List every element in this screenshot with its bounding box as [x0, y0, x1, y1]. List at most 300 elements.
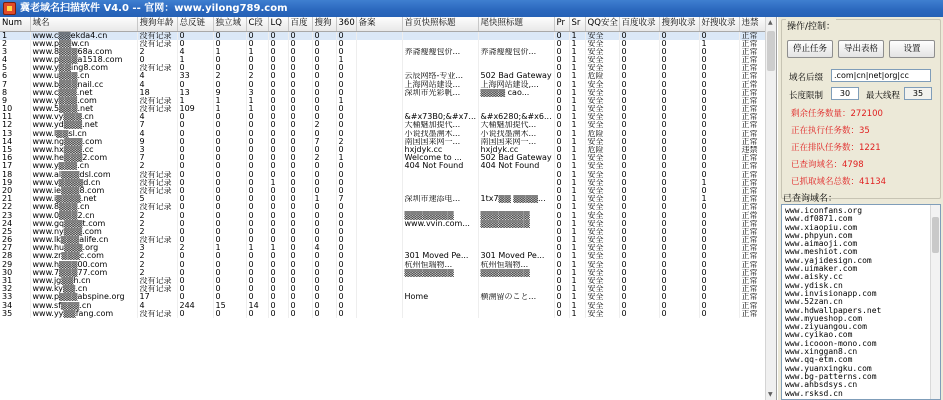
results-grid[interactable] [0, 17, 777, 400]
table-cell: 南国国来网一... [402, 138, 478, 146]
table-cell: 22 [0, 203, 30, 211]
table-cell: 0 [288, 97, 312, 105]
list-item[interactable]: www.xinggan8.cn [785, 347, 858, 357]
list-item[interactable]: www.meshiot.com [785, 247, 858, 257]
table-cell: 0 [246, 195, 268, 203]
table-cell: 0 [619, 228, 659, 236]
table-cell: 0 [619, 146, 659, 154]
table-cell: 0 [659, 89, 699, 97]
grid-scrollbar[interactable] [765, 17, 776, 400]
table-cell: 没有记录 [137, 40, 177, 48]
table-cell: 0 [699, 105, 739, 113]
table-cell: www.p▒▒w.cn [30, 40, 137, 48]
table-cell: 15 [213, 302, 246, 310]
table-cell: 0 [659, 211, 699, 219]
table-cell: 0 [554, 146, 569, 154]
table-row[interactable] [0, 203, 765, 211]
table-cell: www.v▒▒▒▒d.cn [30, 179, 137, 187]
table-cell: 0 [554, 277, 569, 285]
table-cell: 0 [288, 261, 312, 269]
table-cell: 正常 [739, 179, 765, 187]
table-cell: 0 [288, 80, 312, 88]
table-cell: 0 [659, 277, 699, 285]
table-cell: 0 [336, 31, 356, 40]
table-cell: 0 [659, 195, 699, 203]
table-cell: 1 [177, 97, 213, 105]
list-item[interactable]: www.xiaopiu.com [785, 222, 858, 232]
table-row[interactable] [0, 72, 765, 80]
list-item[interactable]: www.df0871.com [785, 214, 853, 224]
table-cell: 0 [554, 203, 569, 211]
table-cell: 0 [619, 236, 659, 244]
table-cell: 1 [213, 48, 246, 56]
column-header[interactable]: Num [0, 17, 30, 31]
table-row[interactable] [0, 138, 765, 146]
list-item[interactable]: www.myueshop.com [785, 313, 863, 323]
list-item[interactable]: www.yuanxingku.com [785, 363, 872, 373]
table-cell: 30 [0, 269, 30, 277]
table-cell [478, 64, 554, 72]
table-cell [356, 285, 402, 293]
table-cell: 1 [699, 179, 739, 187]
table-cell: 2 [137, 228, 177, 236]
scroll-up-icon[interactable]: ▲ [768, 19, 773, 26]
table-cell: 0 [312, 228, 336, 236]
column-header[interactable]: C段 [246, 17, 268, 31]
list-item[interactable]: www.icooon-mono.com [785, 338, 877, 348]
table-cell: 0 [288, 130, 312, 138]
column-header[interactable]: Sr [569, 17, 585, 31]
table-cell: 正常 [739, 203, 765, 211]
threads-label: 最大线程 [866, 91, 901, 101]
table-row[interactable] [0, 162, 765, 170]
table-cell: 1 [569, 285, 585, 293]
table-cell: 1 [213, 105, 246, 113]
table-cell: 0 [619, 121, 659, 129]
table-row[interactable] [0, 211, 765, 219]
column-header[interactable]: 搜狗 [312, 17, 336, 31]
table-cell [356, 80, 402, 88]
table-row[interactable] [0, 179, 765, 187]
table-cell: 14 [0, 138, 30, 146]
table-cell: 正常 [739, 97, 765, 105]
table-row[interactable] [0, 56, 765, 64]
table-cell [402, 105, 478, 113]
table-cell: 0 [659, 171, 699, 179]
column-header[interactable]: 备案 [356, 17, 402, 31]
length-input[interactable]: 30 [831, 87, 859, 100]
table-cell: 1 [569, 105, 585, 113]
table-cell: 上海网站建设,... [478, 80, 554, 88]
table-row[interactable] [0, 293, 765, 301]
table-cell: 0 [177, 64, 213, 72]
queried-list-scrollbar[interactable] [930, 205, 940, 399]
table-cell: 0 [177, 40, 213, 48]
table-cell: hxjdyk.cc [402, 146, 478, 154]
column-header[interactable]: 搜狗收录 [659, 17, 699, 31]
table-cell: 0 [246, 138, 268, 146]
table-cell: 0 [268, 89, 288, 97]
table-cell: 1tx7▒▒ ▒▒▒▒... [478, 195, 554, 203]
table-cell: 13 [0, 130, 30, 138]
table-cell: 0 [336, 187, 356, 195]
column-header[interactable]: 360 [336, 17, 356, 31]
table-cell: 12 [0, 121, 30, 129]
table-cell [402, 285, 478, 293]
table-cell: 2 [137, 162, 177, 170]
table-row[interactable] [0, 285, 765, 293]
table-cell [402, 171, 478, 179]
table-cell: 没有记录 [137, 97, 177, 105]
table-cell: 0 [336, 40, 356, 48]
table-row[interactable] [0, 146, 765, 154]
list-item[interactable]: www.yajidesign.com [785, 255, 872, 265]
table-cell: 4 [312, 244, 336, 252]
list-item[interactable]: www.phpyun.com [785, 230, 853, 240]
list-item[interactable]: www.52zan.cn [785, 297, 843, 307]
table-cell: 0 [659, 56, 699, 64]
list-item[interactable]: www.aimaoji.com [785, 239, 858, 249]
table-row[interactable] [0, 269, 765, 277]
list-item[interactable]: www.iconfans.org [785, 206, 863, 215]
table-cell: 0 [268, 203, 288, 211]
table-cell [402, 228, 478, 236]
table-cell: 2 [0, 40, 30, 48]
table-cell: 安全 [585, 302, 619, 310]
table-cell: 0 [246, 162, 268, 170]
list-item[interactable]: www.qq-etm.com [785, 355, 853, 365]
table-row[interactable] [0, 121, 765, 129]
table-row[interactable] [0, 64, 765, 72]
table-cell: 0 [288, 293, 312, 301]
table-cell [356, 187, 402, 195]
table-cell: 1 [569, 138, 585, 146]
table-cell: 0 [659, 121, 699, 129]
list-item[interactable]: www.uimaker.com [785, 264, 858, 274]
table-cell: 404 Not Found [478, 162, 554, 170]
settings-button[interactable]: 设置 [889, 40, 935, 58]
table-cell: 云辰网络-专业... [402, 72, 478, 80]
column-header[interactable]: 搜狗年龄 [137, 17, 177, 31]
table-cell: 0 [246, 171, 268, 179]
column-header[interactable]: LQ [268, 17, 288, 31]
table-cell: 244 [177, 302, 213, 310]
table-cell: www.y▒▒▒.com [30, 97, 137, 105]
table-cell: 4 [177, 48, 213, 56]
table-cell: 0 [554, 113, 569, 121]
stop-task-button[interactable]: 停止任务 [787, 40, 833, 58]
table-cell: 0 [246, 121, 268, 129]
table-cell: Home [402, 293, 478, 301]
table-cell: 0 [554, 89, 569, 97]
suffix-label: 域名后缀 [789, 73, 824, 83]
table-cell: 25 [0, 228, 30, 236]
table-cell: 0 [699, 80, 739, 88]
table-cell: 13 [177, 89, 213, 97]
table-cell: 0 [336, 89, 356, 97]
queried-domains-list[interactable] [781, 204, 941, 400]
table-cell: 0 [268, 269, 288, 277]
table-cell: 6 [0, 72, 30, 80]
table-cell: 1 [336, 56, 356, 64]
table-cell [356, 56, 402, 64]
table-cell: 0 [268, 48, 288, 56]
table-cell: 0 [619, 72, 659, 80]
table-cell: 0 [659, 105, 699, 113]
table-cell: 小说找墨溯木... [402, 130, 478, 138]
table-row[interactable] [0, 277, 765, 285]
table-cell: 0 [213, 31, 246, 40]
table-cell: 0 [336, 236, 356, 244]
table-cell: www.sf▒▒▒.cn [30, 302, 137, 310]
table-cell: 大桶魅加提代... [402, 121, 478, 129]
table-cell: 0 [312, 310, 336, 318]
table-cell: 0 [177, 171, 213, 179]
table-cell: 7 [137, 154, 177, 162]
table-cell [356, 138, 402, 146]
table-cell: 0 [619, 195, 659, 203]
table-cell: 28 [0, 252, 30, 260]
table-cell: 0 [213, 211, 246, 219]
table-cell: www.yy▒▒fang.com [30, 310, 137, 318]
list-item[interactable]: www.bg-patterns.com [785, 371, 877, 381]
table-cell: 0 [659, 203, 699, 211]
table-row[interactable] [0, 130, 765, 138]
table-cell: www.u▒▒▒.cn [30, 72, 137, 80]
table-cell: 0 [177, 179, 213, 187]
table-cell: 0 [554, 261, 569, 269]
table-cell: 3 [137, 146, 177, 154]
column-header[interactable]: Pr [554, 17, 569, 31]
table-row[interactable] [0, 195, 765, 203]
table-cell: 0 [213, 293, 246, 301]
table-cell: 正常 [739, 113, 765, 121]
table-cell: 大桶魅加提代... [478, 121, 554, 129]
table-cell: 4 [137, 130, 177, 138]
table-cell: 0 [336, 228, 356, 236]
table-cell: 0 [312, 48, 336, 56]
table-cell: ▒▒▒▒▒▒▒▒ [478, 269, 554, 277]
table-cell [402, 310, 478, 318]
table-cell: 4 [137, 72, 177, 80]
table-cell: www.ie▒▒▒8.com [30, 187, 137, 195]
table-cell: 1 [569, 187, 585, 195]
table-cell: 0 [312, 171, 336, 179]
table-row[interactable] [0, 40, 765, 48]
table-row[interactable] [0, 252, 765, 260]
table-cell: 1 [569, 97, 585, 105]
table-cell: 1 [569, 269, 585, 277]
table-cell: 0 [554, 187, 569, 195]
table-cell: 35 [0, 310, 30, 318]
table-cell: 正常 [739, 244, 765, 252]
table-cell: 2 [137, 261, 177, 269]
table-cell: 0 [619, 293, 659, 301]
table-cell [356, 162, 402, 170]
table-cell: 0 [554, 171, 569, 179]
table-cell [402, 187, 478, 195]
table-cell [478, 31, 554, 40]
table-cell: 安全 [585, 121, 619, 129]
list-item[interactable]: www.ydisk.cn [785, 280, 843, 290]
table-cell: 0 [554, 56, 569, 64]
list-item[interactable]: www.hdwallpapers.net [785, 305, 882, 315]
list-item[interactable]: www.aisky.cc [785, 272, 843, 282]
column-header[interactable]: 总反链 [177, 17, 213, 31]
table-cell: 9 [0, 97, 30, 105]
column-header[interactable]: 首页快照标题 [402, 17, 478, 31]
list-item[interactable]: www.invisionapp.com [785, 288, 877, 298]
table-cell: 0 [554, 48, 569, 56]
scrollbar-thumb[interactable] [932, 217, 939, 253]
table-cell: 1 [569, 277, 585, 285]
table-cell: 2 [246, 72, 268, 80]
table-cell: 没有记录 [137, 285, 177, 293]
table-cell: 0 [213, 179, 246, 187]
column-header[interactable]: 好搜收录 [699, 17, 739, 31]
table-cell: 0 [246, 285, 268, 293]
table-cell: 0 [288, 40, 312, 48]
table-cell [478, 285, 554, 293]
table-cell: 0 [554, 31, 569, 40]
column-header[interactable]: 百度 [288, 17, 312, 31]
table-row[interactable] [0, 228, 765, 236]
table-cell: 正常 [739, 285, 765, 293]
scrollbar-thumb[interactable] [767, 31, 775, 71]
table-cell: 0 [213, 113, 246, 121]
table-cell: 1 [569, 220, 585, 228]
table-row[interactable] [0, 236, 765, 244]
list-item[interactable]: www.cyikao.com [785, 330, 853, 340]
table-cell: 0 [659, 310, 699, 318]
table-cell: 0 [177, 220, 213, 228]
table-row[interactable] [0, 48, 765, 56]
table-cell: 杭州恒瑞物... [478, 261, 554, 269]
table-cell: 0 [288, 113, 312, 121]
column-header[interactable]: 域名 [30, 17, 137, 31]
table-cell: 0 [288, 277, 312, 285]
table-cell: 正常 [739, 269, 765, 277]
table-cell: 没有记录 [137, 31, 177, 40]
table-cell: 0 [288, 310, 312, 318]
table-cell: 0 [619, 171, 659, 179]
table-cell: 1 [569, 211, 585, 219]
table-cell: 0 [554, 269, 569, 277]
table-cell: 没有记录 [137, 105, 177, 113]
table-cell: 0 [554, 130, 569, 138]
column-header[interactable]: QQ安全 [585, 17, 619, 31]
table-cell: 7 [312, 138, 336, 146]
table-cell: 0 [288, 56, 312, 64]
table-cell [356, 252, 402, 260]
table-cell: 1 [569, 130, 585, 138]
table-cell: 1 [569, 31, 585, 40]
table-cell: 0 [554, 80, 569, 88]
column-header[interactable]: 违禁 [739, 17, 765, 31]
table-cell: www.i▒▒▒▒.net [30, 195, 137, 203]
column-header[interactable]: 尾快照标题 [478, 17, 554, 31]
table-cell: 0 [288, 171, 312, 179]
table-row[interactable] [0, 31, 765, 40]
table-cell: 5 [137, 195, 177, 203]
table-cell [402, 302, 478, 310]
table-cell: 0 [312, 261, 336, 269]
table-row[interactable] [0, 113, 765, 121]
table-cell: 1 [246, 48, 268, 56]
table-cell: 1 [336, 154, 356, 162]
table-cell: 0 [699, 97, 739, 105]
table-row[interactable] [0, 105, 765, 113]
export-table-button[interactable]: 导出表格 [838, 40, 884, 58]
table-cell: 0 [619, 203, 659, 211]
table-cell: 0 [268, 40, 288, 48]
table-cell: 19 [0, 179, 30, 187]
table-row[interactable] [0, 80, 765, 88]
table-cell: 0 [213, 277, 246, 285]
column-header[interactable]: 百度收录 [619, 17, 659, 31]
table-row[interactable] [0, 171, 765, 179]
scroll-down-icon[interactable]: ▼ [768, 391, 773, 398]
table-row[interactable] [0, 310, 765, 318]
table-cell: 0 [619, 48, 659, 56]
table-cell: 0 [246, 146, 268, 154]
table-row[interactable] [0, 97, 765, 105]
table-cell: 1 [312, 195, 336, 203]
table-cell: 正常 [739, 31, 765, 40]
table-cell: 0 [268, 236, 288, 244]
table-cell: 0 [246, 293, 268, 301]
table-row[interactable] [0, 220, 765, 228]
table-cell: 0 [177, 195, 213, 203]
table-cell [356, 113, 402, 121]
table-cell: 正常 [739, 187, 765, 195]
table-cell: 0 [699, 48, 739, 56]
table-cell [356, 211, 402, 219]
table-cell: www.5▒▒▒.net [30, 105, 137, 113]
table-cell: 0 [659, 162, 699, 170]
table-row[interactable] [0, 154, 765, 162]
suffix-input[interactable]: .com|cn|net|org|cc [831, 69, 931, 82]
table-cell: 没有记录 [137, 236, 177, 244]
table-cell [478, 228, 554, 236]
table-row[interactable] [0, 244, 765, 252]
table-row[interactable] [0, 261, 765, 269]
table-cell: 0 [177, 269, 213, 277]
table-cell: 0 [177, 203, 213, 211]
table-cell: 0 [213, 154, 246, 162]
table-cell: 0 [699, 171, 739, 179]
table-row[interactable] [0, 187, 765, 195]
table-cell: 0 [554, 211, 569, 219]
list-item[interactable]: www.rsksd.cn [785, 388, 843, 398]
table-cell: 横溯留のこと... [478, 293, 554, 301]
table-cell: 0 [336, 252, 356, 260]
table-cell: 33 [0, 293, 30, 301]
table-cell: 0 [619, 64, 659, 72]
table-cell: 0 [312, 293, 336, 301]
column-header[interactable]: 独立域 [213, 17, 246, 31]
table-cell: 安全 [585, 187, 619, 195]
list-item[interactable]: www.ziyuangou.com [785, 322, 867, 332]
table-cell: 0 [177, 211, 213, 219]
table-row[interactable] [0, 302, 765, 310]
table-cell [478, 236, 554, 244]
list-item[interactable]: www.ahbsdsys.cn [785, 380, 858, 390]
table-cell: 0 [619, 89, 659, 97]
table-cell: 0 [268, 285, 288, 293]
threads-input[interactable]: 35 [904, 87, 932, 100]
table-row[interactable] [0, 89, 765, 97]
